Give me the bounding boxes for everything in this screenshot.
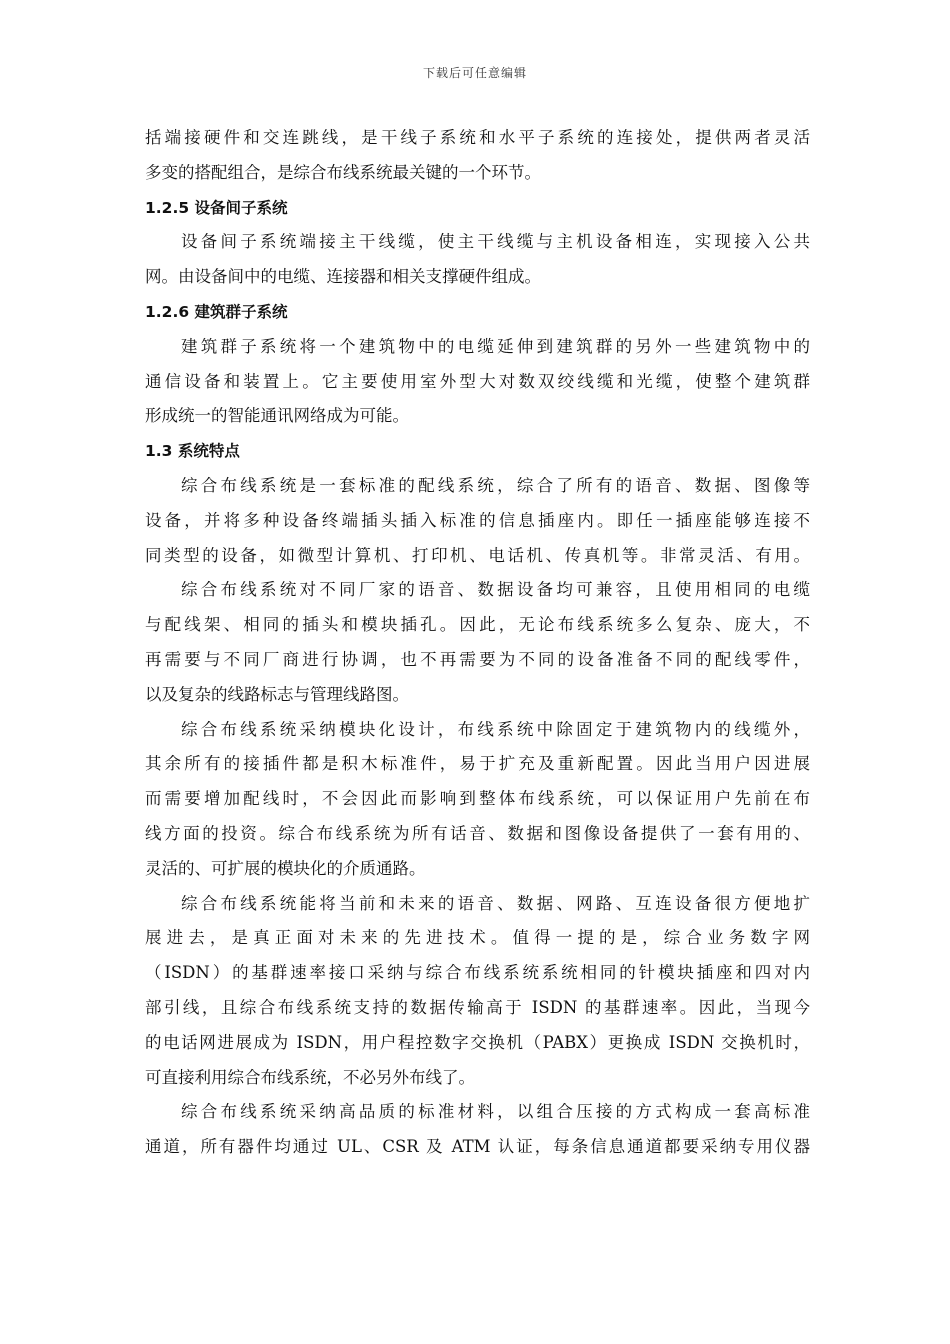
paragraph-line: 而需要增加配线时，不会因此而影响到整体布线系统，可以保证用户先前在布 bbox=[145, 789, 810, 809]
paragraph-line: 建筑群子系统将一个建筑物中的电缆延伸到建筑群的另外一些建筑物中的 bbox=[181, 336, 810, 356]
paragraph-line: 再需要与不同厂商进行协调，也不再需要为不同的设备准备不同的配线零件， bbox=[145, 649, 810, 669]
document-body bbox=[145, 121, 810, 1165]
page-header: 下载后可任意编辑 bbox=[422, 66, 527, 80]
paragraph-line: 通信设备和装置上。它主要使用室外型大对数双绞线缆和光缆，使整个建筑群 bbox=[145, 371, 810, 391]
paragraph-line: 综合布线系统能将当前和未来的语音、数据、网路、互连设备很方便地扩 bbox=[181, 893, 810, 913]
paragraph-line: 线方面的投资。综合布线系统为所有话音、数据和图像设备提供了一套有用的、 bbox=[145, 823, 810, 843]
paragraph-line: 同类型的设备，如微型计算机、打印机、电话机、传真机等。非常灵活、有用。 bbox=[145, 545, 810, 565]
paragraph-line: 网。由设备间中的电缆、连接器和相关支撑硬件组成。 bbox=[145, 267, 541, 287]
section-heading: 1.2.6 建筑群子系统 bbox=[145, 302, 288, 321]
paragraph-line: 部引线，且综合布线系统支持的数据传输高于 ISDN 的基群速率。因此，当现今 bbox=[145, 997, 810, 1017]
paragraph-line: 通道，所有器件均通过 UL、CSR 及 ATM 认证，每条信息通道都要采纳专用仪器 bbox=[145, 1137, 810, 1157]
paragraph-line: 多变的搭配组合，是综合布线系统最关键的一个环节。 bbox=[145, 162, 541, 182]
paragraph-line: 设备，并将多种设备终端插头插入标准的信息插座内。即任一插座能够连接不 bbox=[145, 510, 810, 530]
paragraph-line: 与配线架、相同的插头和模块插孔。因此，无论布线系统多么复杂、庞大，不 bbox=[145, 615, 810, 635]
paragraph-line: 综合布线系统采纳高品质的标准材料，以组合压接的方式构成一套高标准 bbox=[181, 1102, 810, 1122]
paragraph-line: 的电话网进展成为 ISDN，用户程控数字交换机（PABX）更换成 ISDN 交换机时， bbox=[145, 1032, 810, 1052]
paragraph-line: 综合布线系统是一套标准的配线系统，综合了所有的语音、数据、图像等 bbox=[181, 475, 810, 495]
paragraph-line: （ISDN）的基群速率接口采纳与综合布线系统系统相同的针模块插座和四对内 bbox=[145, 963, 810, 983]
section-heading: 1.2.5 设备间子系统 bbox=[145, 198, 288, 217]
section-heading: 1.3 系统特点 bbox=[145, 442, 240, 461]
paragraph-line: 灵活的、可扩展的模块化的介质通路。 bbox=[145, 858, 426, 878]
paragraph-line: 括端接硬件和交连跳线，是干线子系统和水平子系统的连接处，提供两者灵活 bbox=[145, 128, 810, 147]
paragraph-line: 设备间子系统端接主干线缆，使主干线缆与主机设备相连，实现接入公共 bbox=[181, 232, 810, 252]
paragraph-line: 其余所有的接插件都是积木标准件，易于扩充及重新配置。因此当用户因进展 bbox=[145, 754, 810, 774]
paragraph-line: 可直接利用综合布线系统，不必另外布线了。 bbox=[145, 1067, 475, 1087]
paragraph-line: 展进去，是真正面对未来的先进技术。值得一提的是，综合业务数字网 bbox=[145, 928, 810, 948]
paragraph-line: 形成统一的智能通讯网络成为可能。 bbox=[145, 406, 409, 426]
paragraph-line: 综合布线系统对不同厂家的语音、数据设备均可兼容，且使用相同的电缆 bbox=[181, 580, 810, 600]
paragraph-line: 综合布线系统采纳模块化设计，布线系统中除固定于建筑物内的线缆外， bbox=[181, 719, 810, 739]
paragraph-line: 以及复杂的线路标志与管理线路图。 bbox=[145, 684, 409, 704]
